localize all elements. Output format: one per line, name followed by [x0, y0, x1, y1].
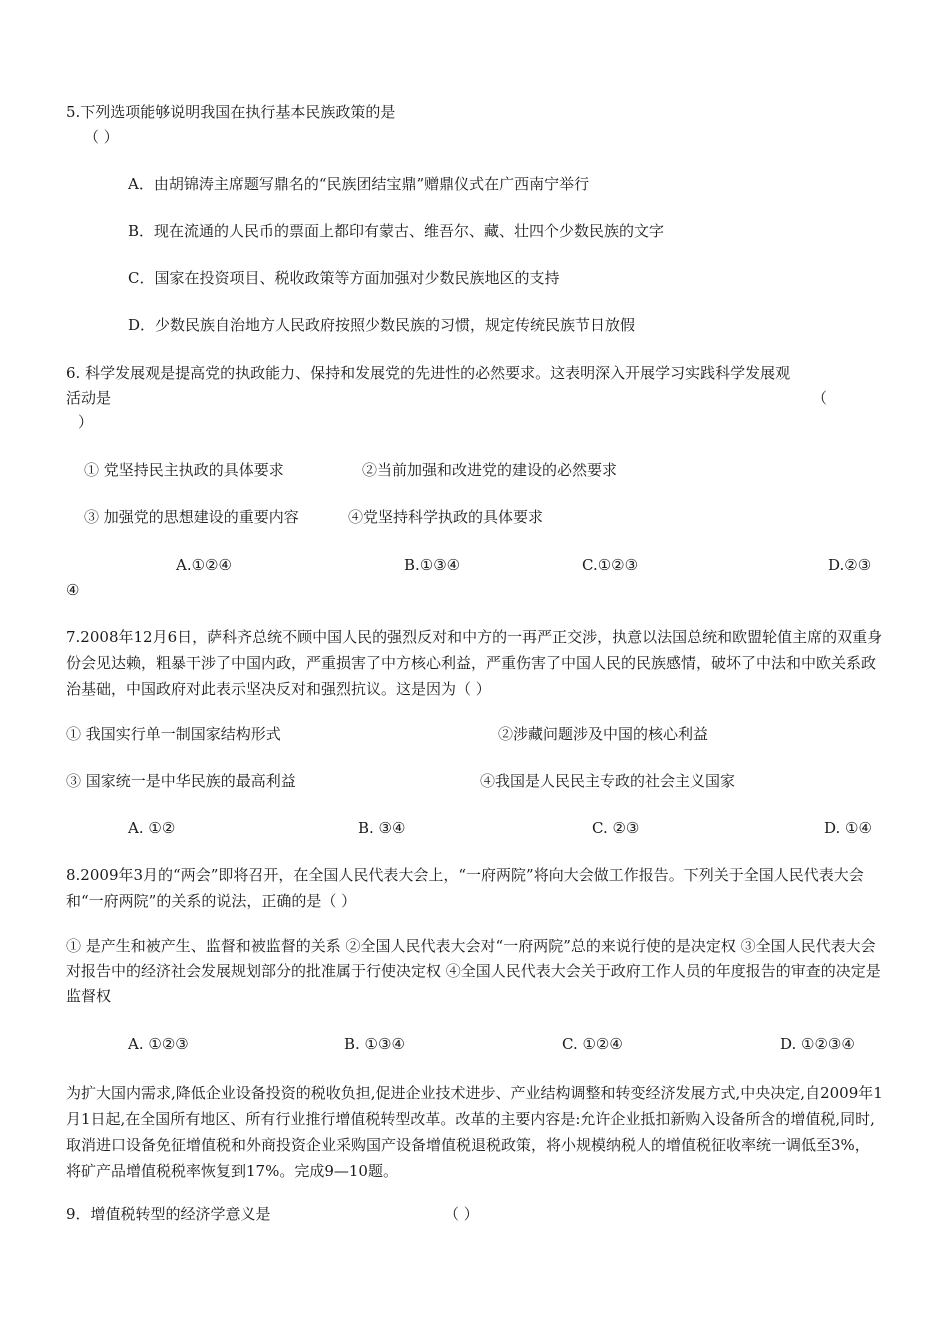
q7-item-3: ③ 国家统一是中华民族的最高利益: [66, 772, 296, 790]
q6-option-b: B.①③④: [404, 556, 461, 574]
q8-option-c: C. ①②④: [562, 1035, 623, 1053]
q5-answer-blank: （ ）: [84, 128, 119, 146]
q9-stem: 9．增值税转型的经济学意义是: [66, 1205, 271, 1223]
q6-stem-line1: 6. 科学发展观是提高党的执政能力、保持和发展党的先进性的必然要求。这表明深入开展学习实践科学发展观: [66, 364, 791, 382]
q6-option-d: D.②③: [828, 556, 872, 574]
q6-item-3: ③ 加强党的思想建设的重要内容: [84, 508, 299, 526]
q8-option-a: A. ①②③: [128, 1035, 189, 1053]
q5-option-b: B．现在流通的人民币的票面上都印有蒙古、维吾尔、藏、壮四个少数民族的文字: [128, 222, 665, 240]
q5-option-c: C．国家在投资项目、税收政策等方面加强对少数民族地区的支持: [128, 269, 560, 287]
q6-item-4: ④党坚持科学执政的具体要求: [348, 508, 544, 526]
q6-item-1: ① 党坚持民主执政的具体要求: [84, 461, 284, 479]
q6-answer-paren-close: ）: [78, 413, 94, 431]
q5-stem: 5.下列选项能够说明我国在执行基本民族政策的是: [66, 103, 396, 121]
q7-option-b: B. ③④: [358, 819, 406, 837]
q7-option-a: A. ①②: [128, 819, 176, 837]
q5-option-d: D．少数民族自治地方人民政府按照少数民族的习惯，规定传统民族节日放假: [128, 316, 636, 334]
q6-item-2: ②当前加强和改进党的建设的必然要求: [362, 461, 618, 479]
q6-answer-paren-open: （: [812, 389, 828, 407]
q7-item-1: ① 我国实行单一制国家结构形式: [66, 725, 281, 743]
q7-option-d: D. ①④: [824, 819, 872, 837]
q8-stem: 8.2009年3月的“两会”即将召开，在全国人民代表大会上，“一府两院”将向大会做工作报告。下列关于全国人民代表大会和“一府两院”的关系的说法，正确的是（ ）: [66, 866, 864, 910]
q7-item-2: ②涉藏问题涉及中国的核心利益: [498, 725, 709, 743]
q9-answer-blank: （ ）: [444, 1205, 479, 1223]
q6-option-c: C.①②③: [582, 556, 639, 574]
q6-option-d-wrap: ④: [66, 581, 80, 599]
q8-option-d: D. ①②③④: [780, 1035, 855, 1053]
q8-items: ① 是产生和被产生、监督和被监督的关系 ②全国人民代表大会对“一府两院”总的来说行使的是决定权 ③全国人民代表大会对报告中的经济社会发展规划部分的批准属于行使决定权 ④全国人民代表大会关于政府工作人员的年度报告的审查的决定是监督权: [66, 937, 881, 1005]
q8-option-b: B. ①③④: [344, 1035, 405, 1053]
q5-option-a: A．由胡锦涛主席题写鼎名的“民族团结宝鼎”赠鼎仪式在广西南宁举行: [128, 175, 590, 193]
q7-stem: 7.2008年12月6日，萨科齐总统不顾中国人民的强烈反对和中方的一再严正交涉，执意以法国总统和欧盟轮值主席的双重身份会见达赖，粗暴干涉了中国内政，严重损害了中方核心利益，严重伤害了中国人民的民族感情，破坏了中法和中欧关系政治基础，中国政府对此表示坚决反对和强烈抗议。这是因为（ ）: [66, 628, 883, 698]
q6-stem-line2: 活动是: [66, 389, 112, 407]
q7-item-4: ④我国是人民民主专政的社会主义国家: [480, 772, 736, 790]
q6-option-a: A.①②④: [176, 556, 232, 574]
material-passage: 为扩大国内需求,降低企业设备投资的税收负担,促进企业技术进步、产业结构调整和转变经济发展方式,中央决定,自2009年1月1日起,在全国所有地区、所有行业推行增值税转型改革。改革的主要内容是:允许企业抵扣新购入设备所含的增值税,同时,取消进口设备免征增值税和外商投资企业采购国产设备增值税退税政策，将小规模纳税人的增值税征收率统一调低至3%，将矿产品增值税税率恢复到17%。完成9—10题。: [66, 1084, 883, 1180]
q7-option-c: C. ②③: [592, 819, 640, 837]
